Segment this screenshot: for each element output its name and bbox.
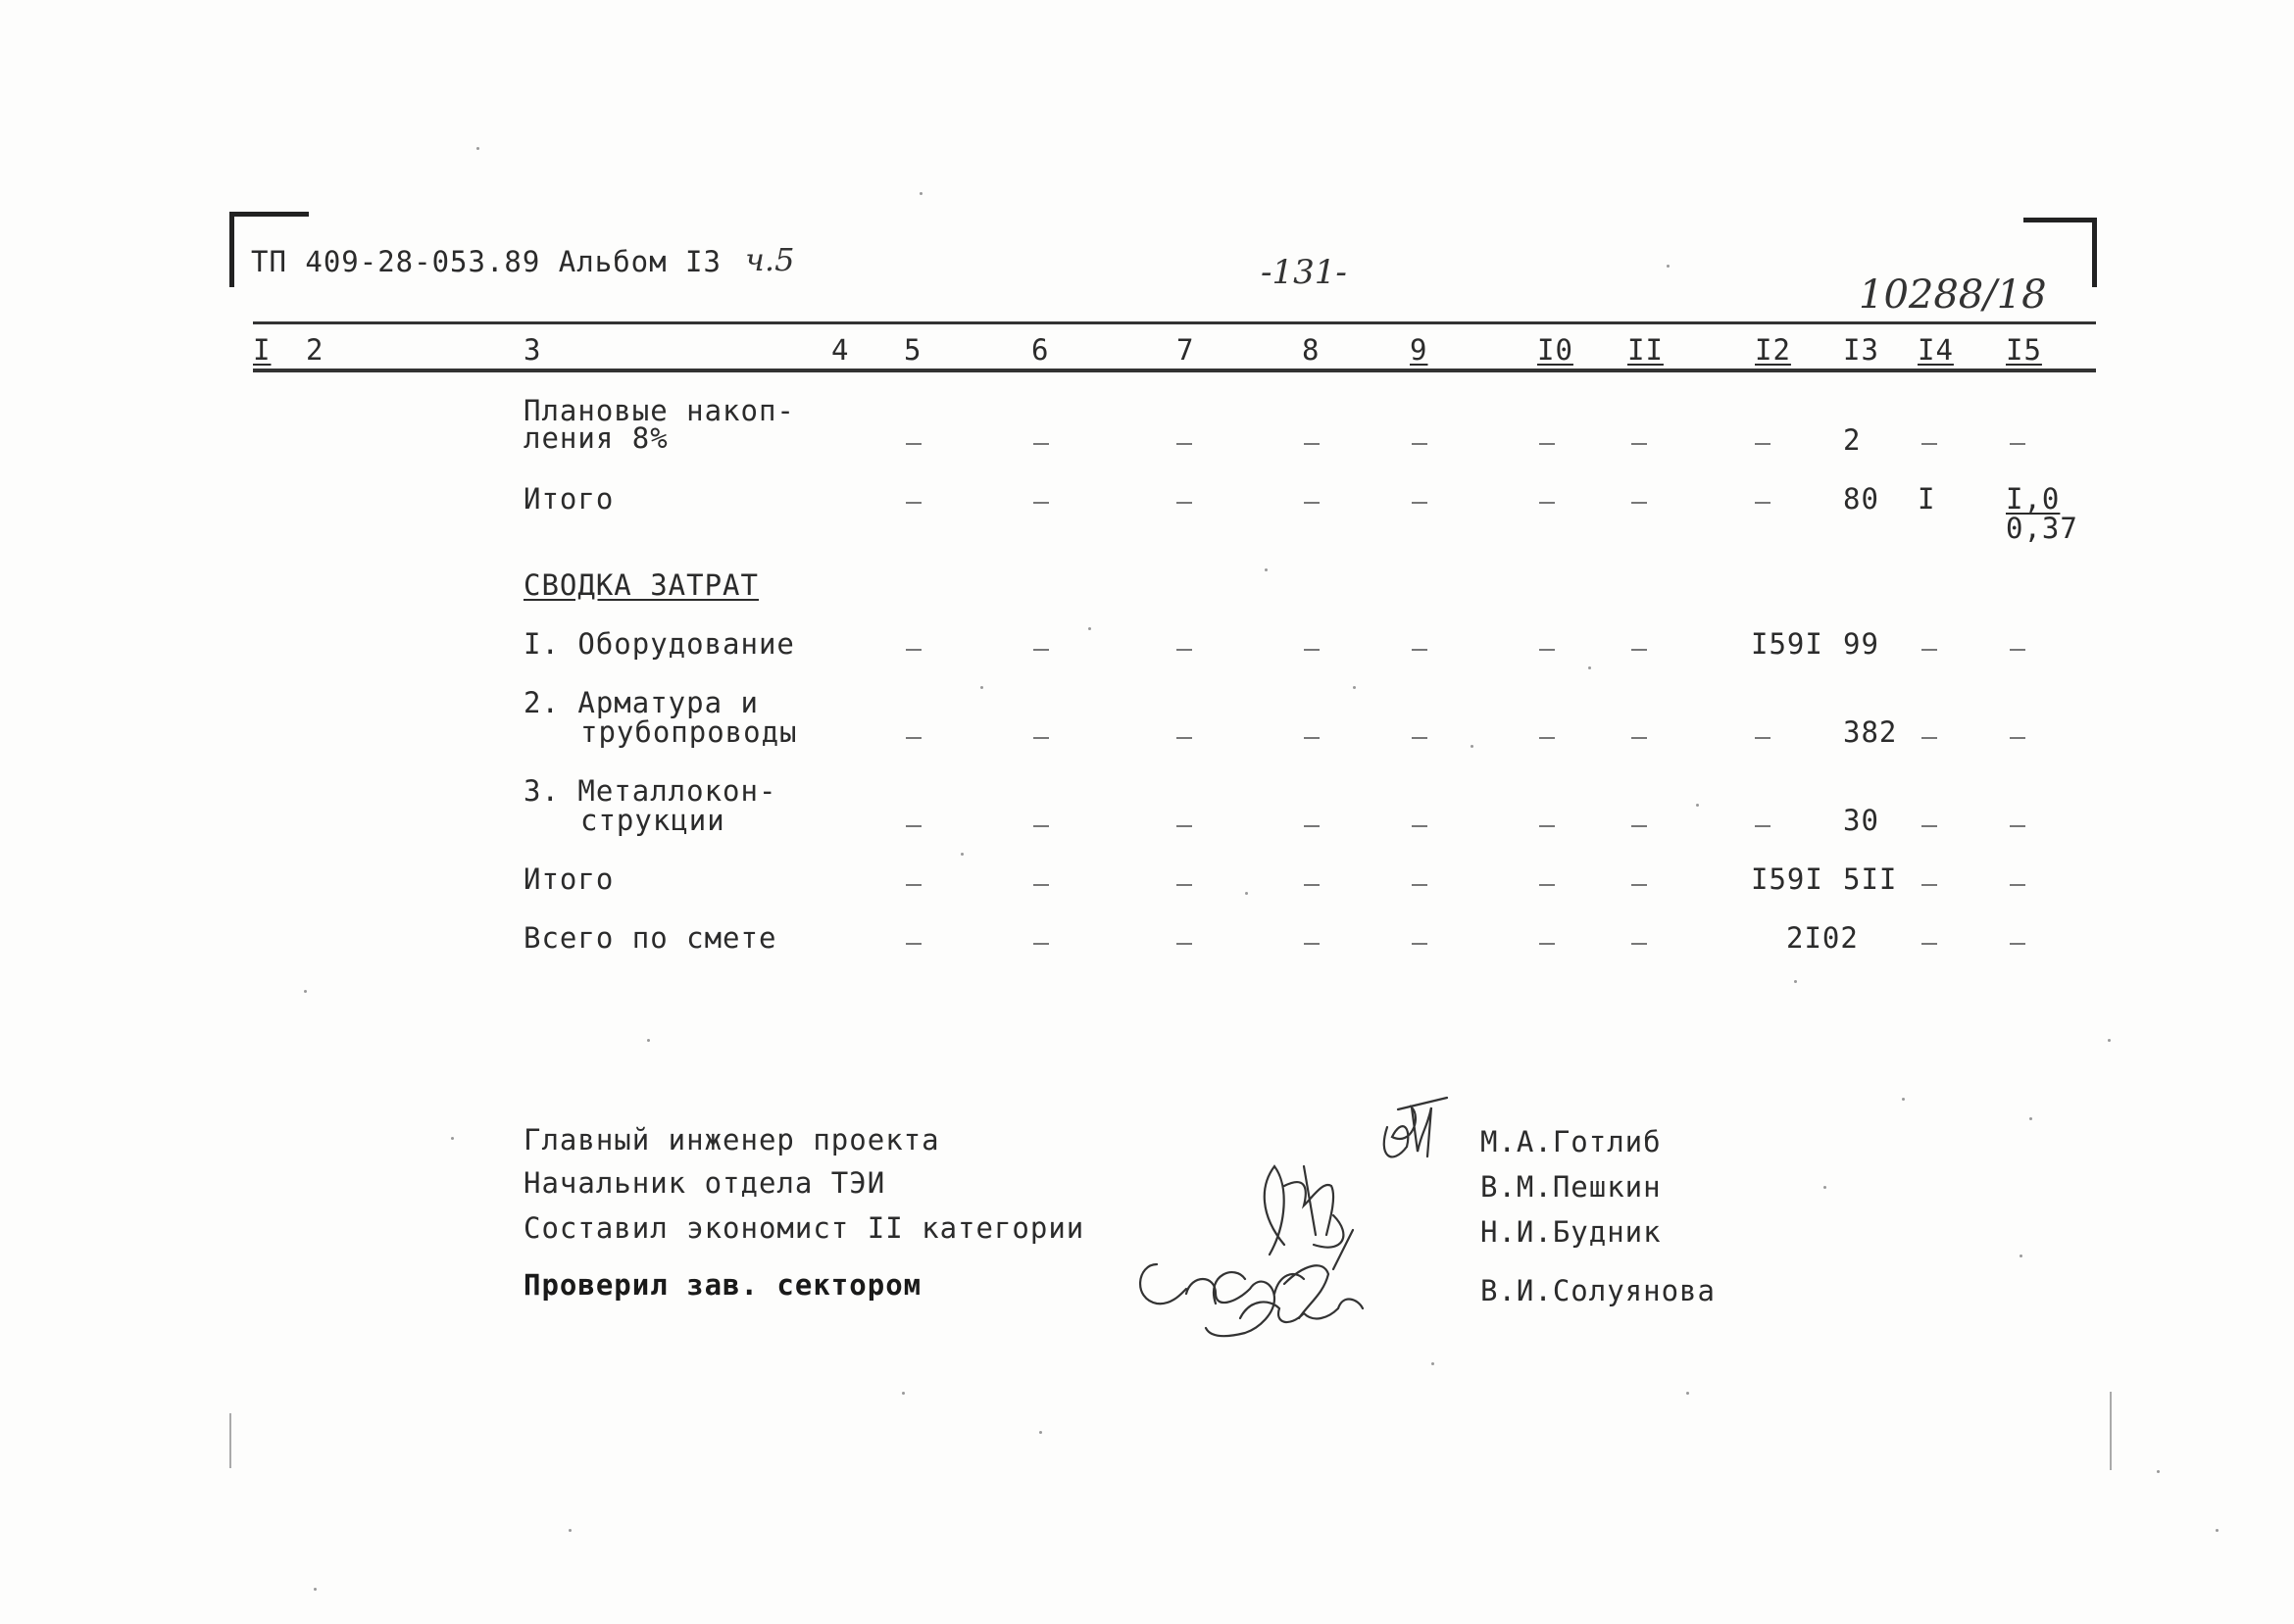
row-label: Плановые накоп-: [524, 394, 795, 427]
row-label-cont: струкции: [580, 804, 725, 837]
col-head-7: 7: [1176, 333, 1195, 367]
col-head-3: 3: [524, 333, 542, 367]
empty-cell-dash: [1539, 825, 1555, 827]
empty-cell-dash: [906, 502, 922, 504]
empty-cell-dash: [906, 943, 922, 945]
empty-cell-dash: [1539, 649, 1555, 651]
noise-speck: [1667, 265, 1670, 268]
empty-cell-dash: [1921, 884, 1937, 886]
handwritten-signatures: [1108, 1068, 1520, 1362]
empty-cell-dash: [1033, 443, 1049, 445]
noise-speck: [1265, 568, 1268, 571]
noise-speck: [1431, 1362, 1434, 1365]
summary-heading: СВОДКА ЗАТРАТ: [524, 568, 759, 602]
noise-speck: [980, 686, 983, 689]
noise-speck: [1245, 892, 1248, 895]
noise-speck: [1902, 1098, 1905, 1101]
empty-cell-dash: [1304, 943, 1320, 945]
col-head-14: I4: [1918, 333, 1954, 367]
empty-cell-dash: [1539, 443, 1555, 445]
empty-cell-dash: [2010, 737, 2025, 739]
signatory-name: М.А.Готлиб: [1480, 1125, 1662, 1158]
cell-col13: 99: [1843, 627, 1879, 661]
noise-speck: [451, 1137, 454, 1140]
noise-speck: [476, 147, 479, 150]
empty-cell-dash: [906, 884, 922, 886]
noise-speck: [2108, 1039, 2111, 1042]
row-label: 3. Металлокон-: [524, 774, 777, 808]
row-label-cont: ления 8%: [524, 421, 669, 455]
empty-cell-dash: [1539, 737, 1555, 739]
empty-cell-dash: [1755, 825, 1770, 827]
empty-cell-dash: [1539, 884, 1555, 886]
row-label: 2. Арматура и: [524, 686, 759, 719]
col-head-9: 9: [1410, 333, 1428, 367]
row-label: Итого: [524, 862, 615, 896]
row-label-cont: трубопроводы: [580, 715, 798, 749]
empty-cell-dash: [1304, 884, 1320, 886]
empty-cell-dash: [1176, 825, 1192, 827]
noise-speck: [1588, 666, 1591, 669]
empty-cell-dash: [906, 737, 922, 739]
empty-cell-dash: [2010, 443, 2025, 445]
empty-cell-dash: [1412, 737, 1427, 739]
empty-cell-dash: [1539, 943, 1555, 945]
row-label: Итого: [524, 482, 615, 516]
part-number-handwritten: ч.5: [745, 241, 795, 278]
empty-cell-dash: [1176, 943, 1192, 945]
cell-col13: 2: [1843, 423, 1862, 457]
noise-speck: [1696, 804, 1699, 807]
empty-cell-dash: [906, 443, 922, 445]
empty-cell-dash: [1304, 825, 1320, 827]
row-label: I. Оборудование: [524, 627, 795, 661]
empty-cell-dash: [1412, 884, 1427, 886]
cell-col15: I,0: [2006, 482, 2061, 516]
col-head-2: 2: [306, 333, 324, 367]
empty-cell-dash: [906, 649, 922, 651]
empty-cell-dash: [1033, 737, 1049, 739]
noise-speck: [902, 1392, 905, 1395]
noise-speck: [1088, 627, 1091, 630]
empty-cell-dash: [1921, 443, 1937, 445]
col-head-10: I0: [1537, 333, 1573, 367]
noise-speck: [1794, 980, 1797, 983]
empty-cell-dash: [2010, 825, 2025, 827]
left-margin-stamp: [229, 1413, 296, 1468]
signatory-name: В.М.Пешкин: [1480, 1170, 1662, 1204]
empty-cell-dash: [1304, 649, 1320, 651]
empty-cell-dash: [1412, 502, 1427, 504]
cell-col13: 5II: [1843, 862, 1898, 896]
noise-speck: [920, 192, 923, 195]
col-head-15: I5: [2006, 333, 2042, 367]
empty-cell-dash: [1412, 943, 1427, 945]
empty-cell-dash: [1176, 502, 1192, 504]
noise-speck: [304, 990, 307, 993]
header-bottom-rule: [253, 369, 2096, 372]
cell-col14: I: [1918, 482, 1936, 516]
empty-cell-dash: [1631, 649, 1647, 651]
cell-col12: I59I: [1751, 627, 1823, 661]
empty-cell-dash: [2010, 884, 2025, 886]
noise-speck: [1686, 1392, 1689, 1395]
noise-speck: [2216, 1529, 2219, 1532]
empty-cell-dash: [1755, 737, 1770, 739]
document-code: ТП 409-28-053.89 Альбом I3: [251, 245, 722, 278]
empty-cell-dash: [1412, 825, 1427, 827]
empty-cell-dash: [1631, 502, 1647, 504]
empty-cell-dash: [2010, 943, 2025, 945]
empty-cell-dash: [1412, 443, 1427, 445]
empty-cell-dash: [1304, 502, 1320, 504]
cell-col13: 382: [1843, 715, 1898, 749]
col-head-13: I3: [1843, 333, 1879, 367]
signature-role: Проверил зав. сектором: [524, 1268, 923, 1302]
signatory-name: Н.И.Будник: [1480, 1215, 1662, 1249]
empty-cell-dash: [1921, 737, 1937, 739]
empty-cell-dash: [1755, 502, 1770, 504]
noise-speck: [961, 853, 964, 856]
noise-speck: [2157, 1470, 2160, 1473]
empty-cell-dash: [1631, 943, 1647, 945]
row-label: Всего по смете: [524, 921, 777, 955]
empty-cell-dash: [1412, 649, 1427, 651]
right-margin-stamp: [2045, 1392, 2112, 1470]
empty-cell-dash: [906, 825, 922, 827]
empty-cell-dash: [1304, 443, 1320, 445]
signature-role: Главный инженер проекта: [524, 1123, 940, 1156]
col-head-5: 5: [904, 333, 923, 367]
empty-cell-dash: [1631, 443, 1647, 445]
noise-speck: [1823, 1186, 1826, 1189]
inventory-number-handwritten: 10288/18: [1859, 272, 2047, 318]
empty-cell-dash: [1176, 443, 1192, 445]
empty-cell-dash: [1631, 884, 1647, 886]
empty-cell-dash: [1631, 825, 1647, 827]
noise-speck: [314, 1588, 317, 1591]
noise-speck: [569, 1529, 572, 1532]
empty-cell-dash: [1176, 649, 1192, 651]
header-top-rule: [253, 321, 2096, 324]
page-number-handwritten: -131-: [1261, 253, 1347, 292]
noise-speck: [1039, 1431, 1042, 1434]
cell-col13: 30: [1843, 804, 1879, 837]
empty-cell-dash: [1631, 737, 1647, 739]
col-head-6: 6: [1031, 333, 1050, 367]
empty-cell-dash: [1921, 649, 1937, 651]
empty-cell-dash: [1033, 884, 1049, 886]
cell-col15-lower: 0,37: [2006, 512, 2078, 545]
signature-role: Составил экономист II категории: [524, 1211, 1085, 1245]
empty-cell-dash: [1033, 502, 1049, 504]
empty-cell-dash: [1176, 884, 1192, 886]
col-head-12: I2: [1755, 333, 1791, 367]
empty-cell-dash: [1921, 943, 1937, 945]
empty-cell-dash: [1304, 737, 1320, 739]
signature-role: Начальник отдела ТЭИ: [524, 1166, 886, 1200]
col-head-11: II: [1627, 333, 1664, 367]
col-head-1: I: [253, 333, 272, 367]
noise-speck: [647, 1039, 650, 1042]
signatory-name: В.И.Солуянова: [1480, 1274, 1716, 1307]
empty-cell-dash: [1539, 502, 1555, 504]
empty-cell-dash: [1033, 825, 1049, 827]
empty-cell-dash: [1176, 737, 1192, 739]
cell-col12: I59I: [1751, 862, 1823, 896]
empty-cell-dash: [1033, 649, 1049, 651]
noise-speck: [2029, 1117, 2032, 1120]
noise-speck: [2020, 1255, 2022, 1257]
empty-cell-dash: [2010, 649, 2025, 651]
noise-speck: [1471, 745, 1473, 748]
col-head-4: 4: [831, 333, 850, 367]
cell-col13: 80: [1843, 482, 1879, 516]
empty-cell-dash: [1755, 443, 1770, 445]
col-head-8: 8: [1302, 333, 1321, 367]
cell-col12: 2I02: [1786, 921, 1859, 955]
noise-speck: [1353, 686, 1356, 689]
empty-cell-dash: [1921, 825, 1937, 827]
empty-cell-dash: [1033, 943, 1049, 945]
